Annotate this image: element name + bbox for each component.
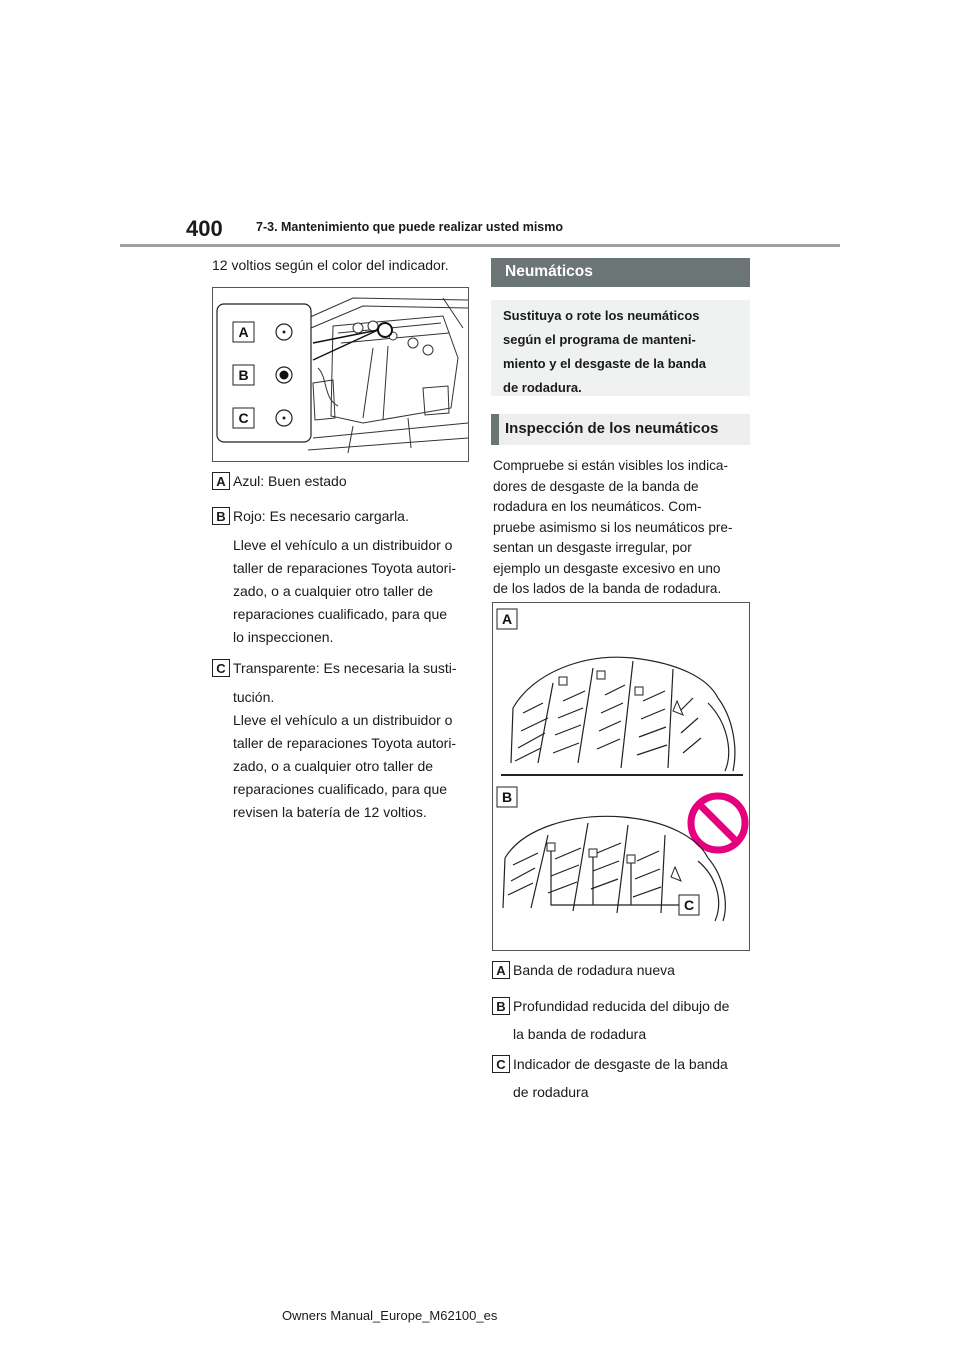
note-line-1: Sustituya o rote los neumáticos xyxy=(503,308,700,323)
legend-text-c-5: zado, o a cualquier otro taller de xyxy=(233,758,434,774)
legend-text-c-4: taller de reparaciones Toyota autori- xyxy=(233,735,457,751)
tire-legend-text-b-1: Profundidad reducida del dibujo de xyxy=(513,998,730,1014)
legend-text-a: Azul: Buen estado xyxy=(233,473,347,489)
tire-label-a: A xyxy=(501,611,513,627)
figure-label-a: A xyxy=(238,324,249,340)
legend-text-b-2: Lleve el vehículo a un distribuidor o xyxy=(233,537,453,553)
paragraph-line-1: Compruebe si están visibles los indica- xyxy=(493,458,728,473)
legend-text-c-2: tución. xyxy=(233,689,275,705)
tire-legend-key-b: B xyxy=(492,997,510,1015)
legend-text-c-1: Transparente: Es necesaria la susti- xyxy=(233,660,457,676)
section-header-neumaticos: Neumáticos xyxy=(491,258,750,287)
tire-illustration xyxy=(493,603,749,950)
intro-text: 12 voltios según el color del indicador. xyxy=(212,257,449,273)
tire-tread-figure xyxy=(492,602,750,951)
tire-legend-text-c-1: Indicador de desgaste de la banda xyxy=(513,1056,728,1072)
note-line-2: según el programa de manteni- xyxy=(503,332,696,347)
legend-text-c-3: Lleve el vehículo a un distribuidor o xyxy=(233,712,453,728)
legend-key-a: A xyxy=(212,472,230,490)
paragraph-line-3: rodadura en los neumáticos. Com- xyxy=(493,499,702,514)
legend-text-b-6: lo inspeccionen. xyxy=(233,629,334,645)
page-number: 400 xyxy=(186,216,223,241)
tire-label-b: B xyxy=(501,789,513,805)
legend-text-c-7: revisen la batería de 12 voltios. xyxy=(233,804,427,820)
note-box xyxy=(491,300,750,396)
battery-indicator-figure xyxy=(212,287,469,462)
paragraph-line-7: de los lados de la banda de rodadura. xyxy=(493,581,722,596)
tire-legend-key-a: A xyxy=(492,961,510,979)
paragraph-line-5: sentan un desgaste irregular, por xyxy=(493,540,692,555)
figure-label-c: C xyxy=(238,410,249,426)
tire-legend-text-c-2: de rodadura xyxy=(513,1084,589,1100)
legend-text-b-1: Rojo: Es necesario cargarla. xyxy=(233,508,409,524)
paragraph-line-6: ejemplo un desgaste excesivo en uno xyxy=(493,560,721,576)
header-rule xyxy=(120,244,840,247)
subsection-header-inspeccion: Inspección de los neumáticos xyxy=(491,414,750,445)
legend-key-c: C xyxy=(212,659,230,677)
tire-legend-key-c: C xyxy=(492,1055,510,1073)
note-line-3: miento y el desgaste de la banda xyxy=(503,356,707,371)
tire-label-c: C xyxy=(683,897,695,913)
legend-text-b-5: reparaciones cualificado, para que xyxy=(233,606,448,622)
battery-illustration xyxy=(213,288,468,461)
section-title: 7-3. Mantenimiento que puede realizar usted mismo xyxy=(256,220,564,234)
legend-text-c-6: reparaciones cualificado, para que xyxy=(233,781,448,797)
paragraph-line-4: pruebe asimismo si los neumáticos pre- xyxy=(493,519,733,535)
paragraph-line-2: dores de desgaste de la banda de xyxy=(493,478,699,494)
note-line-4: de rodadura. xyxy=(503,380,582,395)
inspection-paragraph xyxy=(493,456,751,600)
legend-key-b: B xyxy=(212,507,230,525)
legend-text-b-3: taller de reparaciones Toyota autori- xyxy=(233,560,457,576)
legend-text-b-4: zado, o a cualquier otro taller de xyxy=(233,583,434,599)
footer-text: Owners Manual_Europe_M62100_es xyxy=(282,1308,498,1323)
figure-label-b: B xyxy=(238,367,249,383)
tire-legend-text-b-2: la banda de rodadura xyxy=(513,1026,647,1042)
tire-legend-text-a: Banda de rodadura nueva xyxy=(513,962,675,978)
